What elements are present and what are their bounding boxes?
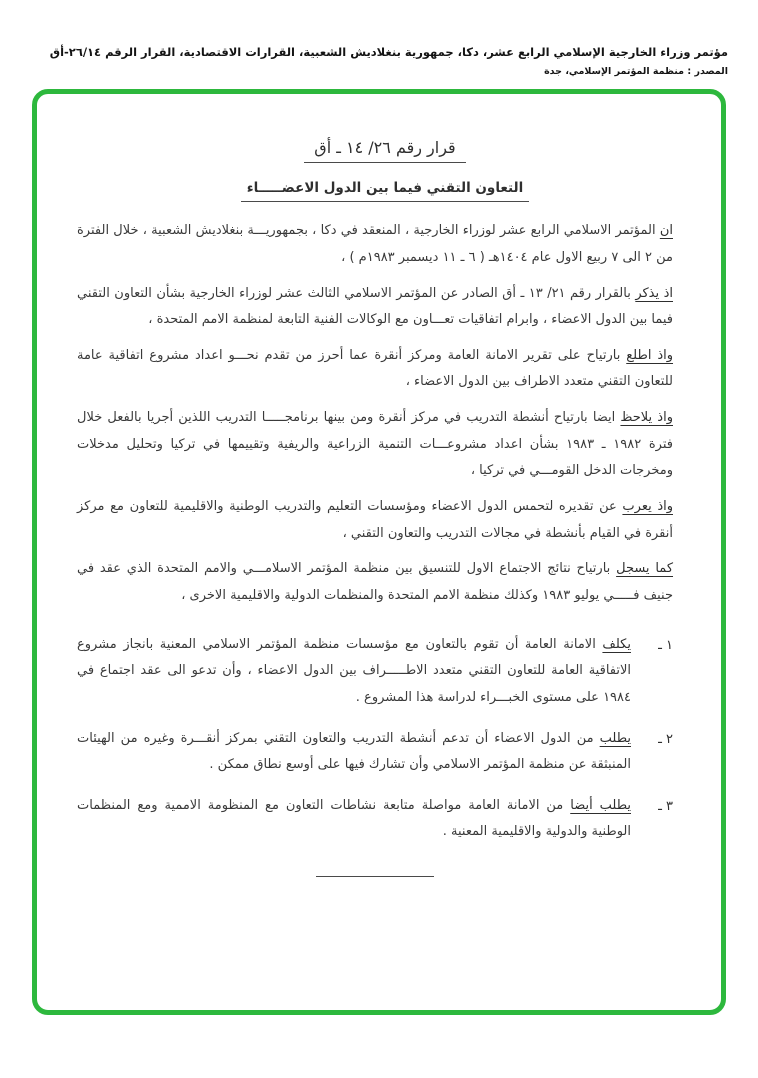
paragraph-text: بالقرار رقم ٢١/ ١٣ ـ أق الصادر عن المؤتمر الاسلامي الثالث عشر لوزراء الخارجية بشأن التعاون التقني فيما بين الدول الاعضاء ، وابرام اتفاقيات تعـــاون مع الوكالات الفنية التابعة لمنظمة الامم المتحدة ، [77, 285, 673, 328]
item-body: الامانة العامة أن تقوم بالتعاون مع مؤسسات منظمة المؤتمر الاسلامي المعنية بانجاز مشروع الاتفاقية العامة للتعاون التقني متعدد الاطـــــراف بين الدول الاعضاء ، وأن تدعو الى عقد اجتماع في ١٩٨٤ على مستوى الخبـــراء لدراسة هذا المشروع . [77, 636, 631, 705]
paragraph-text: عن تقديره لتحمس الدول الاعضاء ومؤسسات التعليم والتدريب الوطنية والاقليمية للتعاون مع مركز أنقرة في القيام بأنشطة في مجالات التدريب والتعاون التقني ، [77, 499, 673, 541]
paragraph-lead: ان [659, 223, 673, 239]
paragraph-text: بارتياح نتائج الاجتماع الاول للتنسيق بين منظمة المؤتمر الاسلامـــي والامم المتحدة الذي عقد في جنيف فـــــي يوليو ١٩٨٣ وكذلك منظمة الامم المتحدة والمنظمات الدولية والاقليمية الاخرى ، [77, 561, 673, 603]
paragraph-lead: كما يسجل [616, 561, 674, 577]
end-rule-divider [316, 876, 434, 877]
preamble-paragraph-1 [77, 218, 673, 271]
preamble-paragraph-3 [77, 343, 673, 396]
header-source-line: المصدر : منظمة المؤتمر الإسلامي، جدة [544, 66, 728, 78]
operative-items [77, 632, 673, 846]
preamble-paragraph-6 [77, 556, 673, 609]
resolution-item-3 [77, 793, 673, 846]
resolution-subtitle [137, 177, 633, 202]
item-text [77, 632, 631, 712]
scanned-document-frame [32, 89, 726, 1015]
document-head [137, 138, 633, 202]
item-number: ٣ ـ [658, 798, 673, 814]
resolution-subtitle-text: التعاون التقني فيما بين الدول الاعضـــــاء [241, 180, 529, 202]
paragraph-text: ايضا بارتياح أنشطة التدريب في مركز أنقرة ومن بينها برنامجـــــا التدريب اللذين أجريا بالفعل خلال فترة ١٩٨٢ ـ ١٩٨٣ بشأن اعداد مشروعـــات التنمية الزراعية والريفية وتقييمها في تركيا وتحليل مدخلات ومخرجات الدخل القومـــي في تركيا ، [77, 410, 673, 479]
paragraph-text: بارتياح على تقرير الامانة العامة ومركز أنقرة عما أحرز من تقدم نحـــو اعداد مشروع اتفاقية عامة للتعاون التقني متعدد الاطراف بين الدول الاعضاء ، [77, 347, 673, 390]
item-text [77, 726, 631, 779]
resolution-title: قرار رقم ٢٦/ ١٤ ـ أق [304, 138, 465, 163]
item-body: من الدول الاعضاء أن تدعم أنشطة التدريب والتعاون التقني بمركز أنقـــرة وغيره من الهيئات المنبثقة عن منظمة المؤتمر الاسلامي وأن تشارك فيها على أوسع نطاق ممكن . [77, 730, 631, 773]
header-citation-line: مؤتمر وزراء الخارجية الإسلامي الرابع عشر، دكا، جمهورية بنغلاديش الشعبية، القرارات الاقتصادية، القرار الرقم ٢٦/١٤-أق [49, 45, 728, 59]
resolution-item-2 [77, 726, 673, 779]
item-number: ٢ ـ [658, 731, 673, 747]
page-header [0, 0, 758, 85]
preamble-paragraph-5 [77, 494, 673, 547]
item-lead: يطلب [599, 730, 631, 746]
paragraph-lead: اذ يذكر [635, 285, 673, 301]
item-lead: يكلف [602, 636, 631, 652]
item-body: من الامانة العامة مواصلة متابعة نشاطات التعاون مع المنظومة الاممية ومع المنظمات الوطنية والدولية والاقليمية المعنية . [77, 797, 631, 840]
item-number: ١ ـ [658, 637, 673, 653]
paragraph-text: المؤتمر الاسلامي الرابع عشر لوزراء الخارجية ، المنعقد في دكا ، بجمهوريـــة بنغلاديش الشعبية ، خلال الفترة من ٢ الى ٧ ربيع الاول عام ١٤٠٤هـ ( ٦ ـ ١١ ديسمبر ١٩٨٣م ) ، [77, 223, 673, 265]
item-text [77, 793, 631, 846]
paragraph-lead: واذ اطلع [626, 347, 674, 363]
document-body [77, 218, 673, 877]
paragraph-lead: واذ يلاحظ [620, 410, 673, 426]
paragraph-lead: واذ يعرب [622, 499, 673, 515]
resolution-item-1 [77, 632, 673, 712]
preamble-paragraph-2 [77, 281, 673, 334]
item-lead: يطلب أيضا [570, 797, 631, 813]
preamble-paragraph-4 [77, 405, 673, 485]
